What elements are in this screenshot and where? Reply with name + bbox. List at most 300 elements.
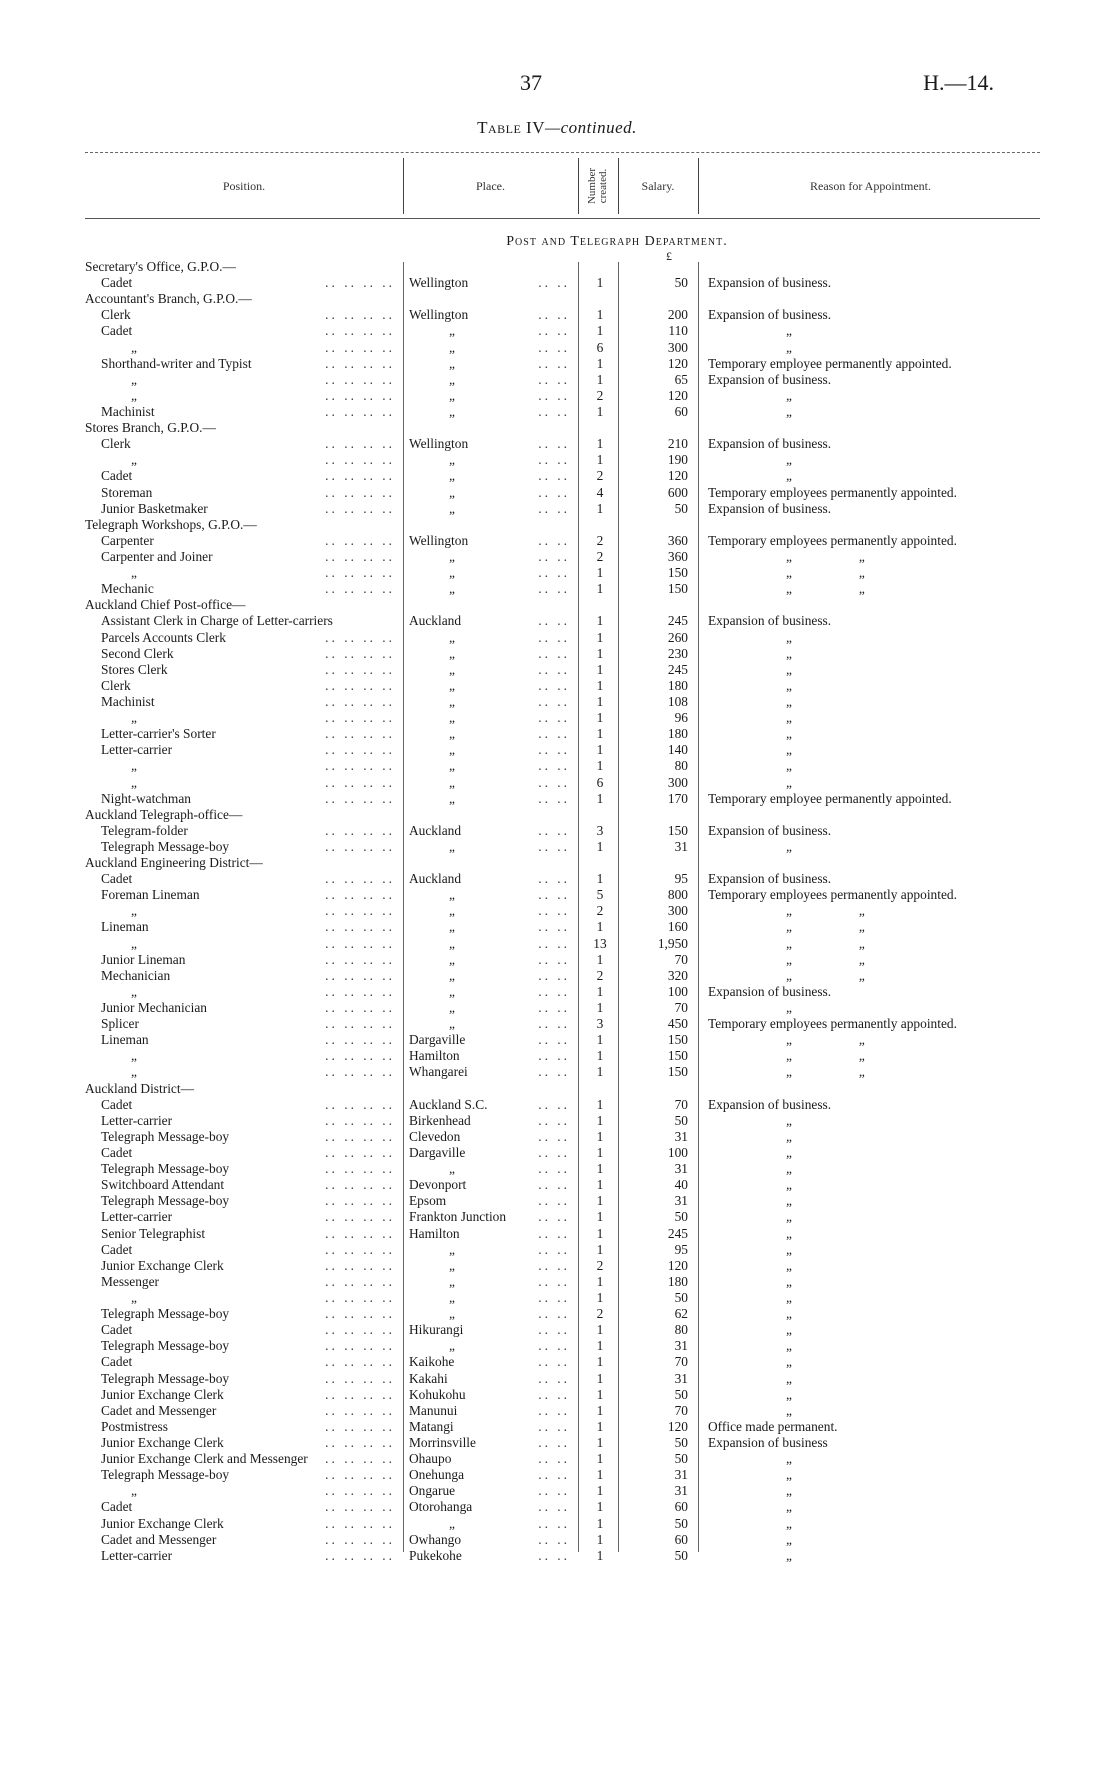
position-cell: Junior Exchange Clerk and Messenger <box>101 1451 308 1467</box>
reason-cell: „ <box>786 1112 792 1128</box>
table-row <box>0 501 1114 517</box>
document-reference: H.—14. <box>923 70 994 95</box>
position-cell: Cadet <box>101 1096 133 1112</box>
number-created-cell: 2 <box>596 532 604 548</box>
position-cell: Cadet <box>101 1145 133 1161</box>
reason-cell: Expansion of business. <box>708 1096 832 1112</box>
reason-cell: „ <box>786 838 792 854</box>
leader-dots: .. .. <box>538 919 570 935</box>
position-cell: Cadet and Messenger <box>101 1531 217 1547</box>
table-row <box>0 1242 1114 1258</box>
reason-cell: Expansion of business. <box>708 871 832 887</box>
leader-dots: .. .. <box>538 790 570 806</box>
leader-dots: .. .. <box>538 613 570 629</box>
number-created-cell: 13 <box>593 935 607 951</box>
position-cell: Junior Lineman <box>101 951 186 967</box>
number-created-cell: 1 <box>596 323 604 339</box>
place-cell: Hamilton <box>409 1048 460 1064</box>
reason-cell: „ <box>786 645 792 661</box>
salary-cell: 150 <box>667 1032 688 1048</box>
leader-dots: .. .. <box>538 967 570 983</box>
position-cell: „ <box>131 1483 137 1499</box>
column-header-number-label: Number created. <box>586 167 609 205</box>
position-cell: „ <box>131 903 137 919</box>
leader-dots: .. .. .. .. <box>325 1177 395 1193</box>
leader-dots: .. .. .. .. <box>325 677 395 693</box>
place-cell: „ <box>449 323 455 339</box>
leader-dots: .. .. <box>538 1338 570 1354</box>
place-cell: Onehunga <box>409 1467 465 1483</box>
leader-dots: .. .. .. .. <box>325 661 395 677</box>
group-heading-label: Telegraph Workshops, G.P.O.— <box>85 516 257 532</box>
position-cell: Splicer <box>101 1016 139 1032</box>
place-cell: Devonport <box>409 1177 467 1193</box>
place-cell: „ <box>449 677 455 693</box>
leader-dots: .. .. .. .. <box>325 1161 395 1177</box>
position-cell: Parcels Accounts Clerk <box>101 629 226 645</box>
table-group-heading <box>0 597 1114 613</box>
salary-cell: 120 <box>667 1257 688 1273</box>
leader-dots: .. .. <box>538 581 570 597</box>
leader-dots: .. .. <box>538 758 570 774</box>
leader-dots: .. .. <box>538 275 570 291</box>
reason-cell: „ <box>786 774 792 790</box>
leader-dots: .. .. .. .. <box>325 1048 395 1064</box>
leader-dots: .. .. <box>538 1209 570 1225</box>
number-created-cell: 2 <box>596 548 604 564</box>
leader-dots: .. .. .. .. <box>325 1402 395 1418</box>
leader-dots: .. .. .. .. <box>325 323 395 339</box>
reason-cell: „ „ <box>786 967 865 983</box>
reason-cell: „ <box>786 742 792 758</box>
salary-cell: 80 <box>674 758 688 774</box>
leader-dots: .. .. <box>538 355 570 371</box>
salary-cell: 50 <box>674 1290 688 1305</box>
reason-cell: „ <box>786 1402 792 1418</box>
leader-dots: .. .. .. .. <box>325 1016 395 1032</box>
salary-cell: 140 <box>667 742 688 758</box>
number-created-cell: 1 <box>596 677 604 693</box>
reason-cell: Temporary employee permanently appointed. <box>708 790 952 806</box>
salary-cell: 40 <box>674 1177 688 1193</box>
place-cell: „ <box>449 774 455 790</box>
position-cell: „ <box>131 1064 137 1080</box>
leader-dots: .. .. <box>538 1177 570 1193</box>
table-row <box>0 340 1114 356</box>
salary-cell: 180 <box>667 726 688 742</box>
leader-dots: .. .. <box>538 1418 570 1434</box>
position-cell: „ <box>131 339 137 355</box>
table-row <box>0 646 1114 662</box>
table-row <box>0 791 1114 807</box>
place-cell: Auckland <box>409 822 462 838</box>
leader-dots: .. .. <box>538 532 570 548</box>
reason-cell: „ <box>786 1386 792 1402</box>
number-created-cell: 1 <box>596 371 604 387</box>
number-created-cell: 1 <box>596 871 604 887</box>
leader-dots: .. .. .. .. <box>325 726 395 742</box>
number-created-cell: 6 <box>596 339 604 355</box>
leader-dots: .. .. <box>538 1483 570 1499</box>
number-created-cell: 1 <box>596 500 604 516</box>
position-cell: Foreman Lineman <box>101 887 200 903</box>
number-created-cell: 1 <box>596 1161 604 1177</box>
leader-dots: .. .. <box>538 1161 570 1177</box>
table-row <box>0 1048 1114 1064</box>
place-cell: „ <box>449 1273 455 1289</box>
number-created-cell: 1 <box>596 790 604 806</box>
leader-dots: .. .. .. .. <box>325 629 395 645</box>
leader-dots: .. .. .. .. <box>325 1096 395 1112</box>
reason-cell: Office made permanent. <box>708 1418 838 1434</box>
reason-cell: „ <box>786 323 792 339</box>
salary-cell: 60 <box>674 1531 688 1547</box>
place-cell: Auckland <box>409 871 462 887</box>
salary-cell: 70 <box>674 1000 688 1016</box>
leader-dots: .. .. .. .. <box>325 581 395 597</box>
leader-dots: .. .. .. .. <box>325 1499 395 1515</box>
reason-cell: „ <box>786 1257 792 1273</box>
place-cell: „ <box>449 951 455 967</box>
position-cell: Telegraph Message-boy <box>101 1193 230 1209</box>
leader-dots: .. .. <box>538 645 570 661</box>
reason-cell: „ <box>786 1209 792 1225</box>
reason-cell: „ <box>786 1338 792 1354</box>
number-created-cell: 1 <box>596 710 604 726</box>
table-row <box>0 388 1114 404</box>
leader-dots: .. .. <box>538 1547 570 1563</box>
number-created-cell: 1 <box>596 1515 604 1531</box>
table-row <box>0 436 1114 452</box>
appointments-table-body <box>0 259 1114 1564</box>
table-row <box>0 372 1114 388</box>
table-row <box>0 952 1114 968</box>
reason-cell: Temporary employees permanently appointed. <box>708 532 957 548</box>
number-created-cell: 1 <box>596 1547 604 1563</box>
place-cell: Owhango <box>409 1531 462 1547</box>
table-row <box>0 1338 1114 1354</box>
table-row <box>0 919 1114 935</box>
place-cell: Clevedon <box>409 1128 461 1144</box>
number-created-cell: 3 <box>596 822 604 838</box>
leader-dots: .. .. <box>538 629 570 645</box>
position-cell: Shorthand-writer and Typist <box>101 355 252 371</box>
column-header-salary: Salary. <box>641 178 675 193</box>
salary-cell: 150 <box>667 1064 688 1080</box>
number-created-cell: 2 <box>596 387 604 403</box>
leader-dots: .. .. .. .. <box>325 1257 395 1273</box>
reason-cell: „ „ <box>786 548 865 564</box>
leader-dots: .. .. .. .. <box>325 742 395 758</box>
position-cell: Machinist <box>101 403 155 419</box>
salary-cell: 70 <box>674 1096 688 1112</box>
table-row <box>0 678 1114 694</box>
leader-dots: .. .. <box>538 1064 570 1080</box>
leader-dots: .. .. .. .. <box>325 983 395 999</box>
position-cell: Cadet <box>101 275 133 291</box>
salary-cell: 50 <box>674 1434 688 1450</box>
leader-dots: .. .. .. .. <box>325 371 395 387</box>
leader-dots: .. .. <box>538 677 570 693</box>
number-created-cell: 1 <box>596 661 604 677</box>
leader-dots: .. .. <box>538 726 570 742</box>
place-cell: Auckland <box>409 613 462 629</box>
leader-dots: .. .. <box>538 403 570 419</box>
position-cell: Cadet and Messenger <box>101 1402 217 1418</box>
number-created-cell: 1 <box>596 1241 604 1257</box>
leader-dots: .. .. <box>538 1048 570 1064</box>
table-row <box>0 726 1114 742</box>
table-row <box>0 1177 1114 1193</box>
place-cell: Matangi <box>409 1418 454 1434</box>
place-cell: Dargaville <box>409 1145 466 1161</box>
leader-dots: .. .. <box>538 387 570 403</box>
place-cell: „ <box>449 355 455 371</box>
salary-cell: 70 <box>674 1402 688 1418</box>
leader-dots: .. .. <box>538 339 570 355</box>
leader-dots: .. .. <box>538 548 570 564</box>
salary-cell: 1,950 <box>657 935 688 951</box>
table-row <box>0 452 1114 468</box>
place-cell: „ <box>449 452 455 468</box>
leader-dots: .. .. .. .. <box>325 1322 395 1338</box>
number-created-cell: 1 <box>596 1112 604 1128</box>
place-cell: „ <box>449 758 455 774</box>
place-cell: „ <box>449 790 455 806</box>
reason-cell: „ „ <box>786 919 865 935</box>
number-created-cell: 1 <box>596 1370 604 1386</box>
table-group-heading <box>0 420 1114 436</box>
position-cell: Lineman <box>101 919 149 935</box>
place-cell: Dargaville <box>409 1032 466 1048</box>
place-cell: „ <box>449 710 455 726</box>
reason-cell: „ <box>786 1531 792 1547</box>
leader-dots: .. .. <box>538 1531 570 1547</box>
place-cell: „ <box>449 967 455 983</box>
position-cell: Telegraph Message-boy <box>101 1338 230 1354</box>
number-created-cell: 1 <box>596 1499 604 1515</box>
leader-dots: .. .. .. .. <box>325 1064 395 1080</box>
table-row <box>0 1193 1114 1209</box>
leader-dots: .. .. .. .. <box>325 1193 395 1209</box>
leader-dots: .. .. <box>538 1016 570 1032</box>
leader-dots: .. .. <box>538 1434 570 1450</box>
salary-cell: 110 <box>668 323 688 339</box>
reason-cell: „ <box>786 452 792 468</box>
place-cell: Hikurangi <box>409 1322 464 1338</box>
salary-cell: 50 <box>674 1112 688 1128</box>
table-row <box>0 404 1114 420</box>
number-created-cell: 1 <box>596 1145 604 1161</box>
number-created-cell: 1 <box>596 983 604 999</box>
number-created-cell: 1 <box>596 1193 604 1209</box>
leader-dots: .. .. <box>538 742 570 758</box>
salary-cell: 245 <box>667 613 688 629</box>
number-created-cell: 1 <box>596 1467 604 1483</box>
table-row <box>0 839 1114 855</box>
reason-cell: Expansion of business. <box>708 275 832 291</box>
place-cell: Birkenhead <box>409 1112 471 1128</box>
leader-dots: .. .. .. .. <box>325 758 395 774</box>
place-cell: „ <box>449 983 455 999</box>
reason-cell: „ <box>786 629 792 645</box>
position-cell: „ <box>131 710 137 726</box>
salary-cell: 100 <box>667 983 688 999</box>
reason-cell: „ <box>786 1161 792 1177</box>
table-group-heading <box>0 517 1114 533</box>
place-cell: „ <box>449 1290 455 1305</box>
place-cell: „ <box>449 919 455 935</box>
reason-cell: Temporary employee permanently appointed. <box>708 355 952 371</box>
reason-cell: „ <box>786 1306 792 1322</box>
number-created-cell: 1 <box>596 1000 604 1016</box>
leader-dots: .. .. <box>538 1386 570 1402</box>
table-row <box>0 1000 1114 1016</box>
salary-cell: 190 <box>667 452 688 468</box>
place-cell: „ <box>449 548 455 564</box>
reason-cell: „ „ <box>786 935 865 951</box>
table-row <box>0 823 1114 839</box>
place-cell: Wellington <box>409 436 469 452</box>
number-created-cell: 1 <box>596 355 604 371</box>
reason-cell: Expansion of business <box>708 1434 828 1450</box>
number-created-cell: 1 <box>596 838 604 854</box>
leader-dots: .. .. .. .. <box>325 1306 395 1322</box>
header-top-rule <box>85 152 1040 153</box>
number-created-cell: 1 <box>596 629 604 645</box>
leader-dots: .. .. .. .. <box>325 1338 395 1354</box>
leader-dots: .. .. <box>538 484 570 500</box>
reason-cell: „ <box>786 1273 792 1289</box>
table-row <box>0 275 1114 291</box>
position-cell: Cadet <box>101 1241 133 1257</box>
reason-cell: „ <box>786 1370 792 1386</box>
salary-cell: 120 <box>667 468 688 484</box>
reason-cell: „ <box>786 1451 792 1467</box>
salary-cell: 31 <box>674 1483 688 1499</box>
leader-dots: .. .. <box>538 951 570 967</box>
salary-cell: 245 <box>667 1225 688 1241</box>
leader-dots: .. .. .. .. <box>325 1451 395 1467</box>
reason-cell: „ <box>786 1499 792 1515</box>
place-cell: Kaikohe <box>409 1354 455 1370</box>
table-row <box>0 533 1114 549</box>
reason-cell: „ <box>786 403 792 419</box>
place-cell: „ <box>449 887 455 903</box>
place-cell: „ <box>449 1000 455 1016</box>
table-row <box>0 581 1114 597</box>
table-row <box>0 1499 1114 1515</box>
table-row <box>0 549 1114 565</box>
salary-cell: 160 <box>667 919 688 935</box>
leader-dots: .. .. .. .. <box>325 1434 395 1450</box>
place-cell: „ <box>449 468 455 484</box>
place-cell: „ <box>449 1515 455 1531</box>
salary-cell: 210 <box>667 436 688 452</box>
table-row <box>0 1371 1114 1387</box>
page-number: 37 <box>520 70 542 95</box>
salary-cell: 800 <box>667 887 688 903</box>
group-heading-label: Auckland Chief Post-office— <box>85 597 246 613</box>
section-heading: Post and Telegraph Department. <box>506 234 728 249</box>
leader-dots: .. .. .. .. <box>325 1112 395 1128</box>
leader-dots: .. .. .. .. <box>325 1000 395 1016</box>
table-row <box>0 1016 1114 1032</box>
place-cell: „ <box>449 629 455 645</box>
table-row <box>0 613 1114 629</box>
salary-cell: 50 <box>674 1547 688 1563</box>
leader-dots: .. .. <box>538 710 570 726</box>
position-cell: Cadet <box>101 1322 133 1338</box>
number-created-cell: 2 <box>596 468 604 484</box>
position-cell: Telegraph Message-boy <box>101 1128 230 1144</box>
salary-cell: 150 <box>667 1048 688 1064</box>
leader-dots: .. .. .. .. <box>325 790 395 806</box>
position-cell: Cadet <box>101 323 133 339</box>
leader-dots: .. .. <box>538 500 570 516</box>
reason-cell: „ <box>786 1483 792 1499</box>
leader-dots: .. .. <box>538 1306 570 1322</box>
place-cell: Wellington <box>409 307 469 323</box>
reason-cell: Expansion of business. <box>708 436 832 452</box>
reason-cell: „ <box>786 1128 792 1144</box>
reason-cell: Temporary employees permanently appointed. <box>708 1016 957 1032</box>
leader-dots: .. .. .. .. <box>325 887 395 903</box>
reason-cell: „ „ <box>786 951 865 967</box>
place-cell: Wellington <box>409 532 469 548</box>
leader-dots: .. .. <box>538 371 570 387</box>
place-cell: „ <box>449 339 455 355</box>
number-created-cell: 1 <box>596 726 604 742</box>
leader-dots: .. .. <box>538 1096 570 1112</box>
table-group-heading <box>0 807 1114 823</box>
reason-cell: „ <box>786 726 792 742</box>
salary-cell: 31 <box>674 1128 688 1144</box>
salary-cell: 150 <box>667 822 688 838</box>
leader-dots: .. .. .. .. <box>325 935 395 951</box>
salary-cell: 108 <box>667 693 688 709</box>
number-created-cell: 1 <box>596 1177 604 1193</box>
reason-cell: „ <box>786 1000 792 1016</box>
salary-cell: 31 <box>674 1370 688 1386</box>
group-heading-label: Secretary's Office, G.P.O.— <box>85 259 236 274</box>
leader-dots: .. .. .. .. <box>325 1515 395 1531</box>
table-row <box>0 775 1114 791</box>
position-cell: „ <box>131 983 137 999</box>
leader-dots: .. .. <box>538 1499 570 1515</box>
leader-dots: .. .. .. .. <box>325 951 395 967</box>
position-cell: Telegraph Message-boy <box>101 1467 230 1483</box>
table-group-heading <box>0 855 1114 871</box>
salary-cell: 150 <box>667 565 688 581</box>
number-created-cell: 1 <box>596 1354 604 1370</box>
leader-dots: .. .. <box>538 838 570 854</box>
position-cell: Letter-carrier <box>101 1547 173 1563</box>
leader-dots: .. .. .. .. <box>325 436 395 452</box>
place-cell: „ <box>449 565 455 581</box>
group-heading-label: Accountant's Branch, G.P.O.— <box>85 291 252 307</box>
header-bottom-rule <box>85 218 1040 219</box>
reason-cell: „ „ <box>786 581 865 597</box>
number-created-cell: 3 <box>596 1016 604 1032</box>
leader-dots: .. .. <box>538 1515 570 1531</box>
number-created-cell: 1 <box>596 1096 604 1112</box>
reason-cell: Temporary employees permanently appointed. <box>708 484 957 500</box>
leader-dots: .. .. <box>538 1000 570 1016</box>
leader-dots: .. .. <box>538 693 570 709</box>
place-cell: „ <box>449 645 455 661</box>
number-created-cell: 1 <box>596 1531 604 1547</box>
